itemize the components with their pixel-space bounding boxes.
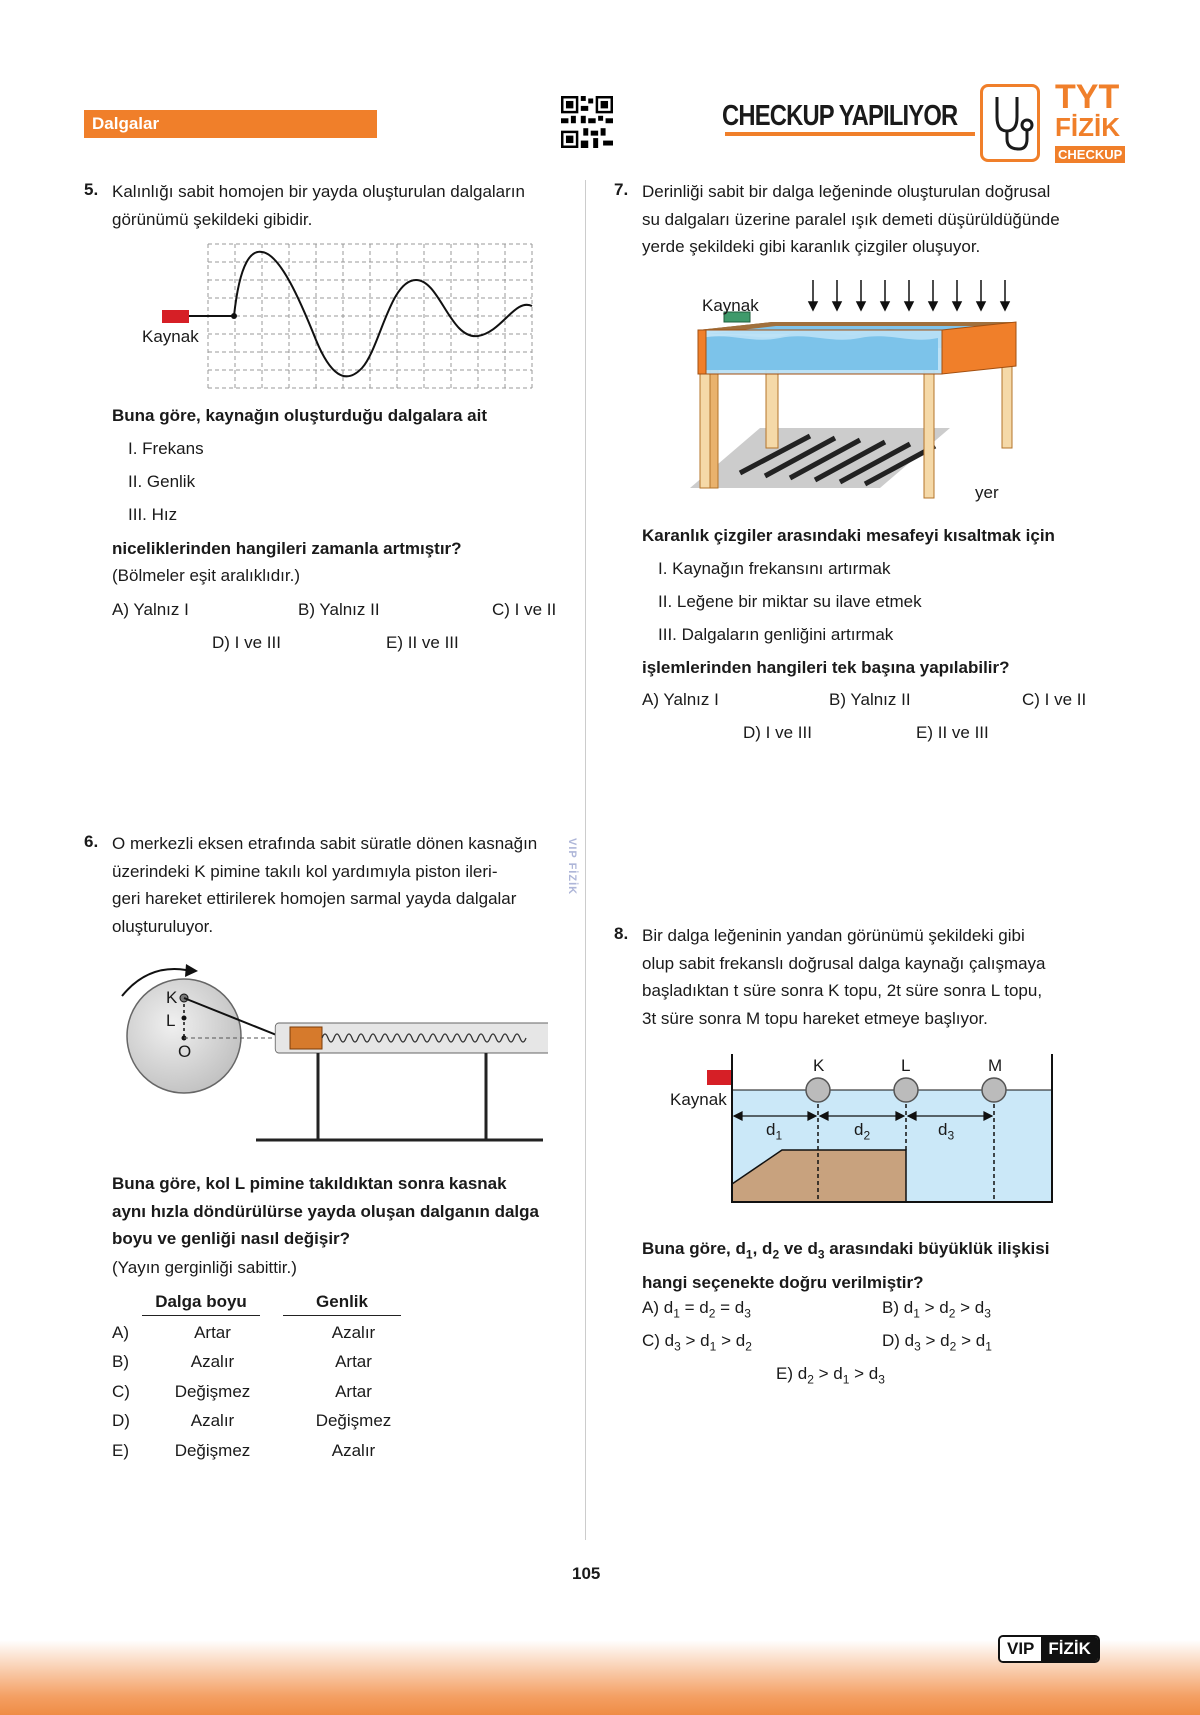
q7-option-b[interactable]: B) Yalnız II: [829, 690, 911, 709]
q8-ball-l-label: L: [901, 1056, 911, 1075]
q8-ball-m-label: M: [988, 1056, 1003, 1075]
q6-note: (Yayın gerginliği sabittir.): [112, 1258, 297, 1277]
q7-ground-label: yer: [975, 483, 999, 502]
q8-option-a[interactable]: A) $d_1 = d_2 = d_3$: [642, 1298, 751, 1321]
q6-col-header-wavelength: Dalga boyu: [155, 1292, 247, 1311]
q5-question: niceliklerinden hangileri zamanla artmıştır?: [112, 539, 462, 558]
q6-option-b[interactable]: B) Azalır Artar: [112, 1352, 372, 1372]
q8-option-e[interactable]: E) $d_2 > d_1 > d_3$: [776, 1364, 885, 1387]
q6-pin-l-label: L: [166, 1011, 176, 1030]
q8-distance-d2-label: $d_2$: [854, 1120, 871, 1143]
q7-source-label: Kaynak: [702, 296, 759, 315]
q5-option-c[interactable]: C) I ve II: [492, 600, 557, 619]
q8-distance-d1-label: $d_1$: [766, 1120, 783, 1143]
q5-number: 5.: [84, 180, 99, 199]
checkup-title: CHECKUP YAPILIYOR: [722, 100, 958, 132]
q5-source-label: Kaynak: [142, 327, 199, 346]
q6-question: Buna göre, kol L pimine takıldıktan sonra kasnak aynı hızla döndürülürse yayda oluşan dalganın dalga boyu ve genliği nasıl değişir?: [112, 1174, 539, 1248]
q5-item-3: III. Hız: [128, 505, 178, 524]
q6-option-a[interactable]: A) Artar Azalır: [112, 1322, 376, 1342]
brand-tyt: TYT: [1055, 78, 1120, 116]
q7-option-d[interactable]: D) I ve III: [743, 723, 812, 742]
q6-option-e[interactable]: E) Değişmez Azalır: [112, 1440, 376, 1460]
q7-stem: Derinliği sabit bir dalga leğeninde oluşturulan doğrusal su dalgaları üzerine paralel ışık demeti düşürüldüğünde yerde şekildeki gibi karanlık çizgiler oluşuyor.: [642, 182, 1060, 256]
q8-tank-side-view-figure: [700, 1050, 1060, 1210]
q8-question: Buna göre, $d_1$, $d_2$ ve $d_3$ arasındaki büyüklük ilişkisi hangi seçenekte doğru verilmiştir?: [642, 1239, 1050, 1292]
q5-option-e[interactable]: E) II ve III: [386, 633, 459, 652]
q7-item-1: I. Kaynağın frekansını artırmak: [658, 559, 891, 578]
q7-item-3: III. Dalgaların genliğini artırmak: [658, 625, 894, 644]
q8-option-d[interactable]: D) $d_3 > d_2 > d_1$: [882, 1331, 992, 1354]
brand-fizik: FİZİK: [1055, 112, 1120, 142]
q6-col-underline-1: [142, 1315, 260, 1316]
q6-pin-k-label: K: [166, 988, 178, 1007]
q5-item-1: I. Frekans: [128, 439, 204, 458]
q7-lead: Karanlık çizgiler arasındaki mesafeyi kısaltmak için: [642, 526, 1055, 545]
q7-item-2: II. Leğene bir miktar su ilave etmek: [658, 592, 922, 611]
q8-source-label: Kaynak: [670, 1090, 727, 1109]
q8-distance-d3-label: $d_3$: [938, 1120, 955, 1143]
q7-option-e[interactable]: E) II ve III: [916, 723, 989, 742]
q5-option-b[interactable]: B) Yalnız II: [298, 600, 380, 619]
topic-bar: Dalgalar: [84, 110, 377, 138]
q6-option-c[interactable]: C) Değişmez Artar: [112, 1381, 372, 1401]
q5-option-a[interactable]: A) Yalnız I: [112, 600, 189, 619]
q6-stem: O merkezli eksen etrafında sabit süratle dönen kasnağın üzerindeki K pimine takılı kol yardımıyla piston ileri- geri hareket ettirilerek homojen sarmal yayda dalgalar oluşturuluyor.: [112, 834, 538, 936]
checkup-underline: [725, 132, 975, 136]
q6-center-o-label: O: [178, 1042, 192, 1061]
badge-vip: VIP: [1000, 1637, 1041, 1661]
q7-option-a[interactable]: A) Yalnız I: [642, 690, 719, 709]
q8-ball-k-label: K: [813, 1056, 825, 1075]
column-divider: [585, 180, 586, 1540]
q6-option-d[interactable]: D) Azalır Değişmez: [112, 1411, 392, 1431]
badge-fizik: FİZİK: [1041, 1637, 1098, 1661]
q7-number: 7.: [614, 180, 629, 199]
q7-option-c[interactable]: C) I ve II: [1022, 690, 1087, 709]
q5-item-2: II. Genlik: [128, 472, 196, 491]
q5-option-d[interactable]: D) I ve III: [212, 633, 281, 652]
q5-note: (Bölmeler eşit aralıklıdır.): [112, 566, 300, 585]
q6-answer-table: [112, 1318, 424, 1466]
q8-option-b[interactable]: B) $d_1 > d_2 > d_3$: [882, 1298, 991, 1321]
page-number: 105: [572, 1564, 601, 1583]
q7-question: işlemlerinden hangileri tek başına yapılabilir?: [642, 658, 1010, 677]
q8-number: 8.: [614, 924, 629, 943]
q5-stem: Kalınlığı sabit homojen bir yayda oluşturulan dalgaların görünümü şekildeki gibidir.: [112, 182, 525, 229]
brand-checkup-tag: CHECKUP: [1055, 146, 1125, 163]
q5-wave-figure: [140, 240, 540, 390]
qr-code[interactable]: [561, 96, 613, 148]
vip-fizik-badge: [998, 1635, 1100, 1663]
q6-col-header-amplitude: Genlik: [316, 1292, 368, 1311]
q5-lead: Buna göre, kaynağın oluşturduğu dalgalara ait: [112, 406, 488, 425]
q6-col-underline-2: [283, 1315, 401, 1316]
q8-option-c[interactable]: C) $d_3 > d_1 > d_2$: [642, 1331, 752, 1354]
stethoscope-icon: [980, 84, 1040, 162]
vertical-brand-label: VIP FİZİK: [566, 838, 578, 896]
q6-number: 6.: [84, 832, 99, 851]
q8-stem: Bir dalga leğeninin yandan görünümü şekildeki gibi olup sabit frekanslı doğrusal dalga kaynağı çalışmaya başladıktan t süre sonra K topu, 2t süre sonra L topu, 3t süre sonra M topu hareket etmeye başlıyor.: [642, 926, 1046, 1028]
